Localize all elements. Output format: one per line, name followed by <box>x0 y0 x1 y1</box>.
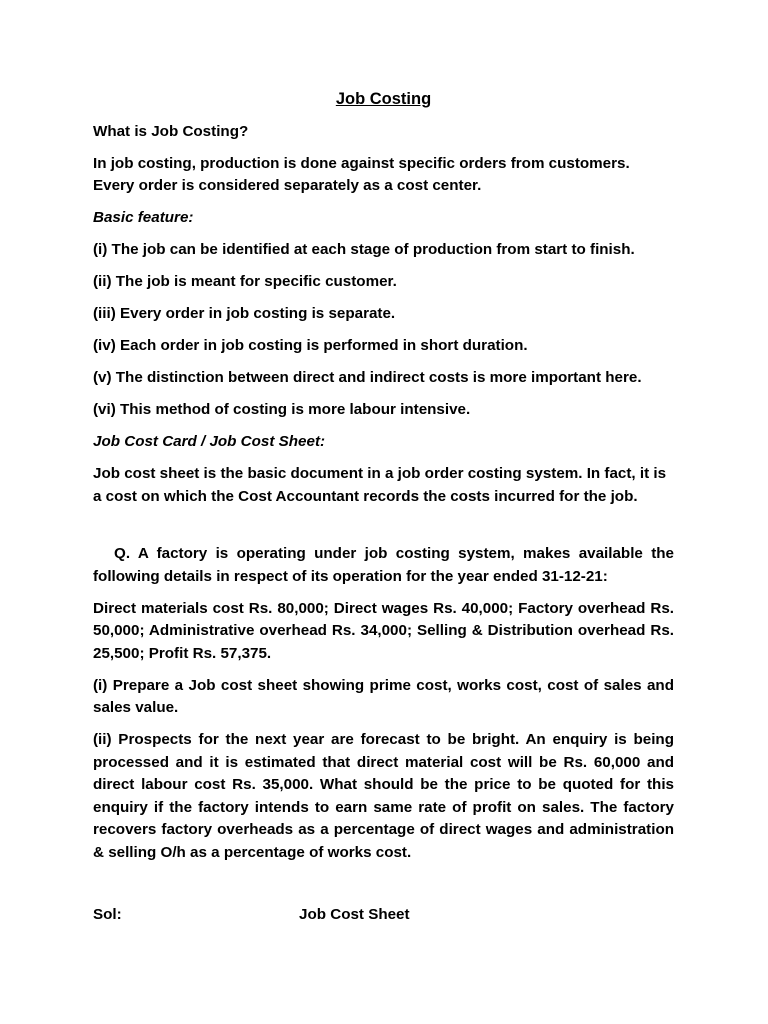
question-heading: What is Job Costing? <box>93 122 249 140</box>
details-paragraph: Direct materials cost Rs. 80,000; Direct wages Rs. 40,000; Factory overhead Rs. 50,000; Administrative overhead Rs. 34,000; Selling & Distribution overhead Rs. 25,500; Profit Rs. 57,375. <box>93 599 674 662</box>
part-one-paragraph: (i) Prepare a Job cost sheet showing prime cost, works cost, cost of sales and sales value. <box>93 676 674 716</box>
solution-title: Job Cost Sheet <box>299 906 410 923</box>
part-two-paragraph: (ii) Prospects for the next year are forecast to be bright. An enquiry is being processed and it is estimated that direct material cost will be Rs. 60,000 and direct labour cost Rs. 35,000. What should be the price to be quoted for this enquiry if the factory intends to earn same rate of profit on sales. The factory recovers factory overheads as a percentage of direct wages and administration & selling O/h as a percentage of works cost. <box>93 731 674 861</box>
feature-item: (iii) Every order in job costing is separate. <box>93 305 396 322</box>
solution-row <box>93 904 674 927</box>
document-page <box>93 88 674 927</box>
feature-item: (i) The job can be identified at each stage of production from start to finish. <box>93 241 635 258</box>
document-title: Job Costing <box>335 90 432 108</box>
intro-paragraph: In job costing, production is done against specific orders from customers. Every order is considered separately as a cost center. <box>93 154 630 194</box>
feature-item: (vi) This method of costing is more labour intensive. <box>93 401 471 418</box>
solution-label: Sol: <box>93 906 122 923</box>
cost-card-heading: Job Cost Card / Job Cost Sheet: <box>93 433 326 450</box>
basic-feature-heading: Basic feature: <box>93 209 194 226</box>
feature-item: (ii) The job is meant for specific customer. <box>93 273 397 290</box>
feature-item: (iv) Each order in job costing is performed in short duration. <box>93 337 528 354</box>
feature-item: (v) The distinction between direct and indirect costs is more important here. <box>93 369 642 386</box>
question-paragraph: Q. A factory is operating under job costing system, makes available the following details in respect of its operation for the year ended 31-12-21: <box>93 545 674 585</box>
cost-card-paragraph: Job cost sheet is the basic document in a job order costing system. In fact, it is a cost on which the Cost Accountant records the costs incurred for the job. <box>93 465 667 505</box>
